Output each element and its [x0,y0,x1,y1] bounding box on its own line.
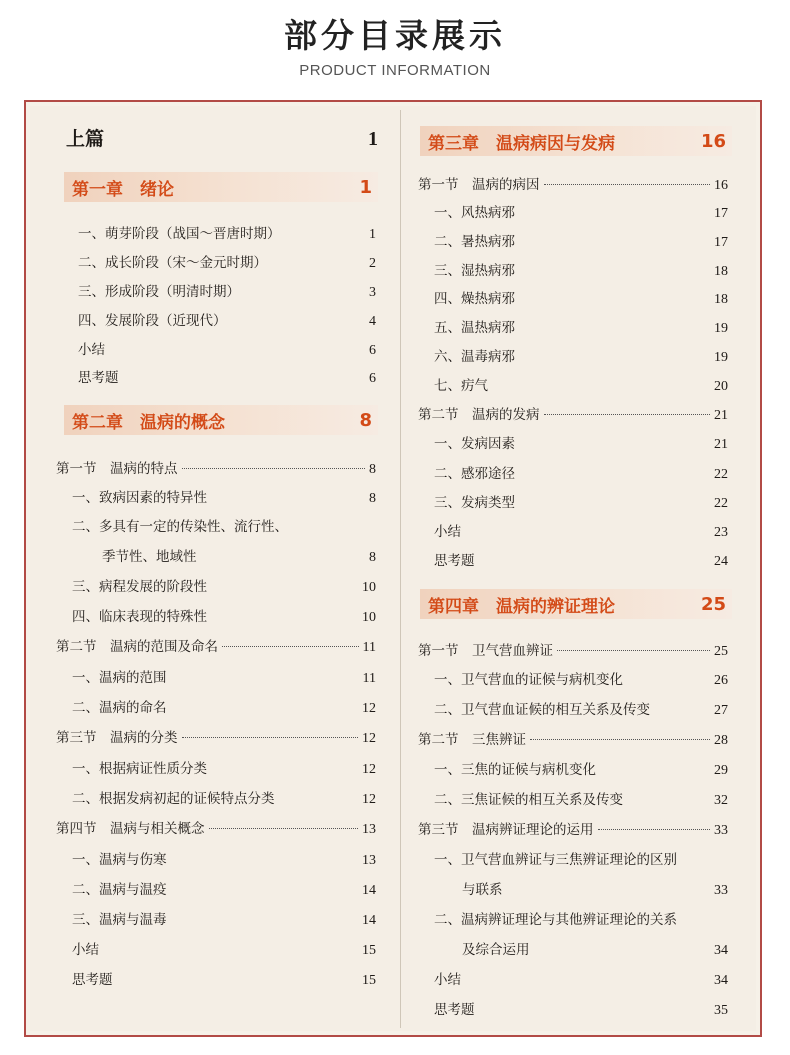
toc-section [56,635,376,656]
toc-entry [434,968,728,989]
entry-page: 10 [362,610,376,625]
entry-page: 22 [714,467,728,482]
entry-page: 22 [714,496,728,511]
entry-title: 二、温病的命名 [72,700,167,716]
entry-page: 32 [714,793,728,808]
entry-page: 19 [714,321,728,336]
entry-title: 三、温病与温毒 [72,912,167,928]
toc-entry [102,545,376,566]
entry-page: 17 [714,235,728,250]
entry-title: 小结 [72,942,99,958]
toc-entry [434,374,728,395]
toc-entry [462,878,728,899]
entry-title: 五、温热病邪 [434,320,515,336]
toc-entry [78,222,376,243]
toc-entry [434,462,728,483]
entry-page: 15 [362,943,376,958]
entry-title: 四、临床表现的特殊性 [72,609,207,625]
entry-title: 三、病程发展的阶段性 [72,579,207,595]
entry-title: 季节性、地域性 [102,549,197,565]
toc-entry [72,757,376,778]
entry-title: 一、三焦的证候与病机变化 [434,762,596,778]
entry-title: 小结 [78,342,105,358]
toc-entry [72,696,376,717]
chapter-heading [64,172,378,202]
chapter-page: 25 [700,593,726,615]
chapter-page: 1 [359,176,372,198]
entry-title: 第二节 三焦辨证 [418,732,526,748]
entry-title: 四、燥热病邪 [434,291,515,307]
entry-title: 第一节 温病的病因 [418,177,540,193]
entry-page: 8 [369,462,376,477]
entry-page: 23 [714,525,728,540]
toc-entry [72,575,376,596]
toc-entry [72,666,376,687]
entry-title: 一、萌芽阶段（战国～晋唐时期） [78,226,281,242]
entry-title: 二、根据发病初起的证候特点分类 [72,791,275,807]
toc-entry [72,878,376,899]
entry-page: 12 [362,701,376,716]
chapter-title: 第四章 温病的辨证理论 [428,596,615,617]
toc-entry [72,908,376,929]
toc-entry [434,848,728,868]
entry-title: 一、致病因素的特异性 [72,490,207,506]
entry-title: 第三节 温病的分类 [56,730,178,746]
entry-page: 34 [714,943,728,958]
entry-title: 一、根据病证性质分类 [72,761,207,777]
entry-title: 二、多具有一定的传染性、流行性、 [72,519,288,535]
toc-entry [72,515,376,535]
entry-page: 6 [369,371,376,386]
entry-page: 2 [369,256,376,271]
entry-title: 二、三焦证候的相互关系及传变 [434,792,623,808]
entry-title: 第二节 温病的发病 [418,407,540,423]
chapter-heading [420,589,732,619]
toc-section [56,726,376,747]
toc-entry [72,938,376,959]
toc-section [56,817,376,838]
entry-page: 21 [714,437,728,452]
chapter-page: 16 [700,130,726,152]
entry-page: 28 [714,733,728,748]
entry-page: 33 [714,823,728,838]
entry-page: 8 [369,550,376,565]
toc-section [418,818,728,839]
entry-page: 34 [714,973,728,988]
entry-page: 14 [362,913,376,928]
entry-title: 思考题 [72,972,113,988]
toc-entry [78,309,376,330]
toc-entry [434,491,728,512]
entry-page: 8 [369,491,376,506]
entry-title: 第四节 温病与相关概念 [56,821,205,837]
entry-page: 6 [369,343,376,358]
toc-entry [462,938,728,959]
toc-section [418,173,728,194]
entry-page: 11 [362,640,376,655]
entry-page: 4 [369,314,376,329]
header-subtitle: PRODUCT INFORMATION [299,62,491,79]
toc-entry [434,520,728,541]
entry-page: 25 [714,644,728,659]
entry-title: 三、湿热病邪 [434,263,515,279]
toc-entry [434,668,728,689]
toc-entry [72,486,376,507]
toc-entry [434,201,728,222]
entry-title: 七、疠气 [434,378,488,394]
toc-section [56,457,376,478]
toc-entry [434,549,728,570]
entry-page: 12 [362,792,376,807]
entry-title: 及综合运用 [462,942,530,958]
toc-section [418,728,728,749]
header-title: 部分目录展示 [284,16,506,55]
toc-entry [434,345,728,366]
toc-entry [434,998,728,1019]
entry-page: 11 [362,671,376,686]
entry-title: 二、成长阶段（宋～金元时期） [78,255,267,271]
entry-title: 思考题 [434,1002,475,1018]
column-divider [400,110,401,1028]
entry-page: 13 [362,822,376,837]
entry-page: 3 [369,285,376,300]
toc-entry [434,758,728,779]
toc-section [418,403,728,424]
entry-title: 二、暑热病邪 [434,234,515,250]
entry-title: 三、发病类型 [434,495,515,511]
entry-page: 33 [714,883,728,898]
chapter-page: 8 [359,409,372,431]
entry-page: 29 [714,763,728,778]
toc-entry [78,338,376,359]
entry-page: 24 [714,554,728,569]
entry-page: 17 [714,206,728,221]
toc-entry [72,848,376,869]
toc-entry [434,698,728,719]
entry-title: 一、温病与伤寒 [72,852,167,868]
entry-title: 二、感邪途径 [434,466,515,482]
entry-title: 思考题 [78,370,119,386]
entry-title: 一、发病因素 [434,436,515,452]
entry-title: 与联系 [462,882,503,898]
entry-title: 一、温病的范围 [72,670,167,686]
toc-entry [434,230,728,251]
entry-title: 二、温病辨证理论与其他辨证理论的关系 [434,912,677,928]
entry-title: 三、形成阶段（明清时期） [78,284,240,300]
entry-page: 12 [362,762,376,777]
toc-entry [434,259,728,280]
toc-entry [72,968,376,989]
entry-title: 第二节 温病的范围及命名 [56,639,218,655]
toc-entry [434,788,728,809]
toc-entry [434,908,728,928]
part-heading [66,124,378,151]
part-page: 1 [368,128,378,150]
toc-entry [434,432,728,453]
entry-title: 二、温病与温疫 [72,882,167,898]
chapter-title: 第一章 绪论 [72,179,174,200]
entry-title: 一、卫气营血的证候与病机变化 [434,672,623,688]
chapter-heading [64,405,378,435]
part-title: 上篇 [66,128,105,150]
toc-entry [78,366,376,387]
entry-title: 一、卫气营血辨证与三焦辨证理论的区别 [434,852,677,868]
entry-page: 13 [362,853,376,868]
entry-page: 16 [714,178,728,193]
entry-page: 18 [714,292,728,307]
entry-page: 21 [714,408,728,423]
entry-page: 1 [369,227,376,242]
entry-title: 思考题 [434,553,475,569]
entry-title: 小结 [434,524,461,540]
entry-page: 26 [714,673,728,688]
entry-page: 14 [362,883,376,898]
toc-entry [72,605,376,626]
chapter-title: 第二章 温病的概念 [72,412,225,433]
chapter-title: 第三章 温病病因与发病 [428,133,615,154]
entry-page: 35 [714,1003,728,1018]
entry-page: 10 [362,580,376,595]
entry-page: 15 [362,973,376,988]
toc-entry [434,287,728,308]
entry-title: 六、温毒病邪 [434,349,515,365]
entry-title: 四、发展阶段（近现代） [78,313,227,329]
toc-entry [78,251,376,272]
entry-title: 一、风热病邪 [434,205,515,221]
toc-entry [434,316,728,337]
toc-entry [78,280,376,301]
entry-title: 第三节 温病辨证理论的运用 [418,822,594,838]
entry-title: 第一节 卫气营血辨证 [418,643,553,659]
entry-title: 小结 [434,972,461,988]
entry-title: 二、卫气营血证候的相互关系及传变 [434,702,650,718]
chapter-heading [420,126,732,156]
toc-entry [72,787,376,808]
entry-title: 第一节 温病的特点 [56,461,178,477]
entry-page: 12 [362,731,376,746]
entry-page: 18 [714,264,728,279]
entry-page: 19 [714,350,728,365]
entry-page: 27 [714,703,728,718]
toc-section [418,639,728,660]
entry-page: 20 [714,379,728,394]
